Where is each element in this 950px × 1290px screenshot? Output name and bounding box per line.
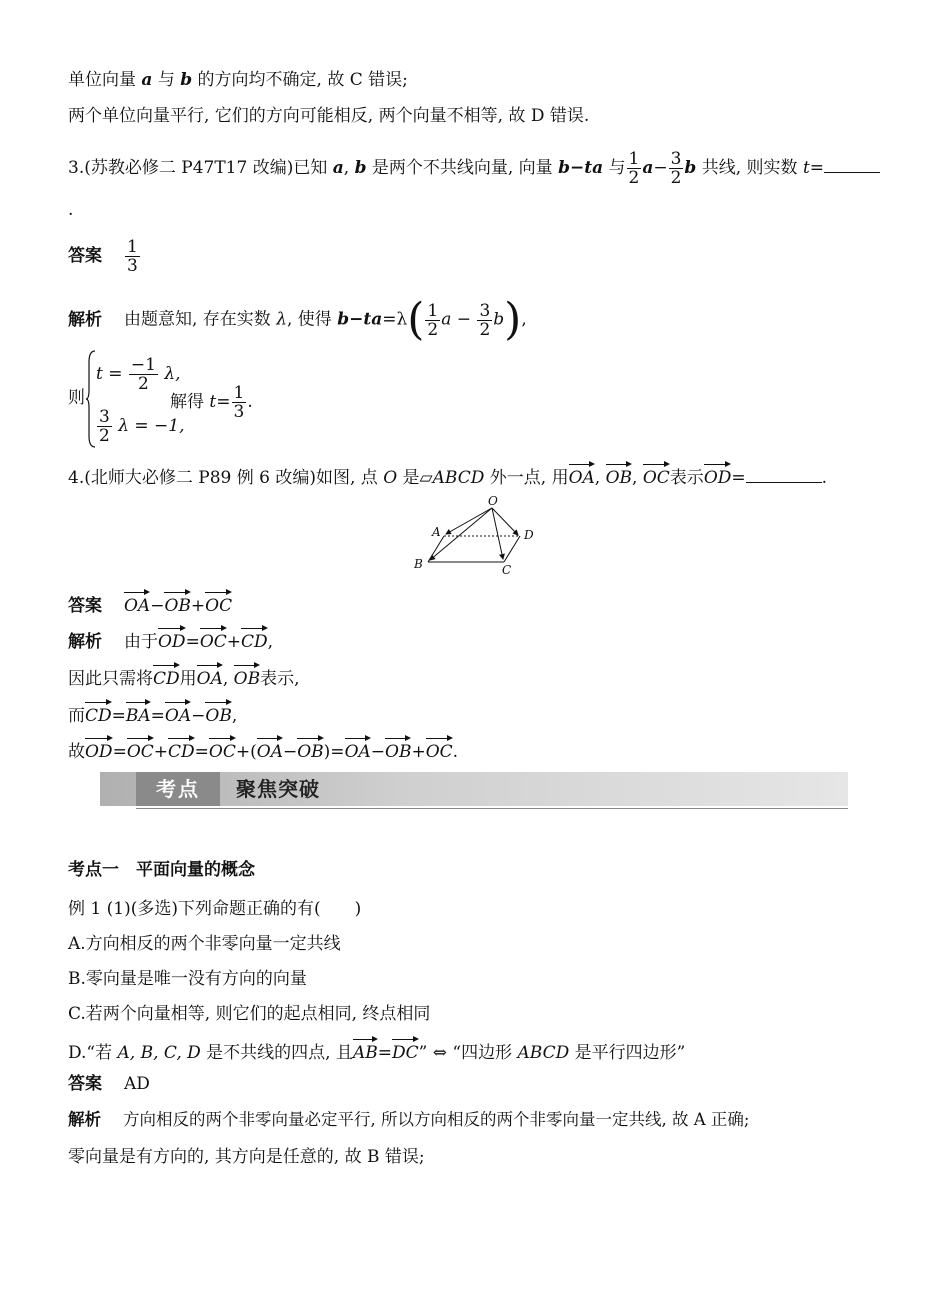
vector: CD <box>168 736 195 764</box>
text: , <box>632 468 643 488</box>
text: 3.(苏教必修二 P47T17 改编)已知 <box>68 158 333 178</box>
vector-oc <box>492 508 503 559</box>
vector: OC <box>426 736 453 764</box>
op: − <box>282 742 298 762</box>
var: ABCD <box>432 468 485 488</box>
solution-label: 解析 <box>68 632 102 652</box>
expr: b−ta <box>337 309 383 330</box>
fraction <box>477 302 492 339</box>
label-b: B <box>414 557 423 571</box>
var: b <box>684 158 697 178</box>
system-solution <box>170 384 253 421</box>
op: = <box>150 706 165 726</box>
var: ABCD <box>517 1043 570 1063</box>
solution-ex1-line-2: 零向量是有方向的, 其方向是任意的, 故 B 错误; <box>68 1147 425 1167</box>
option-a: A.方向相反的两个非零向量一定共线 <box>68 934 341 954</box>
text: 是两个不共线向量, 向量 <box>366 158 559 178</box>
label-c: C <box>502 563 512 577</box>
op: = <box>377 1043 393 1063</box>
text: λ, <box>158 364 181 384</box>
section-heading: 考点一 平面向量的概念 <box>68 860 255 880</box>
vector: OA <box>345 736 371 764</box>
answer-label: 答案 <box>68 1074 102 1094</box>
text: 与 <box>603 158 626 178</box>
numerator: 1 <box>233 383 245 403</box>
denominator: 2 <box>479 319 491 340</box>
numerator: 1 <box>427 300 439 321</box>
vector: BA <box>126 700 151 728</box>
fraction <box>669 150 684 187</box>
line-unit-vectors <box>68 68 408 92</box>
banner-underline <box>136 808 848 809</box>
option-b: B.零向量是唯一没有方向的向量 <box>68 969 307 989</box>
label-o: O <box>488 494 498 508</box>
op: − <box>191 706 206 726</box>
text: . <box>821 468 828 488</box>
brace-icon <box>86 350 96 448</box>
vector: OA <box>165 700 191 728</box>
fraction <box>125 238 140 275</box>
denominator: 2 <box>670 168 682 188</box>
denominator: 2 <box>99 426 110 446</box>
denominator: 3 <box>233 402 245 422</box>
answer-label: 答案 <box>68 596 102 616</box>
fraction <box>627 150 642 187</box>
denominator: 2 <box>138 374 149 394</box>
vector: OC <box>205 590 232 618</box>
numerator: 3 <box>99 407 110 427</box>
parallelogram-figure <box>410 494 550 578</box>
text: λ = −1, <box>112 416 185 436</box>
text: 是不共线的四点, 且 <box>200 1043 353 1063</box>
vector: OD <box>158 626 186 654</box>
banner-title: 聚焦突破 <box>236 777 320 801</box>
text: , <box>594 468 606 488</box>
op: + <box>226 632 242 652</box>
vector: OD <box>704 462 732 490</box>
text: 表示, <box>260 669 300 689</box>
solution-ex1 <box>68 1108 749 1132</box>
line-dot: . <box>68 200 74 220</box>
vector: CD <box>153 663 180 691</box>
text: D.“若 <box>68 1043 118 1063</box>
vector-oa <box>446 508 492 534</box>
denominator: 2 <box>427 319 439 340</box>
vector: CD <box>241 626 268 654</box>
label-a: A <box>432 525 441 539</box>
text: 方向相反的两个非零向量必定平行, 所以方向相反的两个非零向量一定共线, 故 A 正确; <box>123 1110 750 1129</box>
vector: OA <box>569 462 595 490</box>
left-paren: ( <box>407 294 425 345</box>
text: 由于 <box>124 632 158 652</box>
option-c: C.若两个向量相等, 则它们的起点相同, 终点相同 <box>68 1004 431 1024</box>
solution-3 <box>68 294 527 345</box>
line-parallel-vectors: 两个单位向量平行, 它们的方向可能相反, 两个向量不相等, 故 D 错误. <box>68 106 590 126</box>
text: 而 <box>68 706 85 726</box>
vector: OB <box>606 462 632 490</box>
text: , 使得 <box>287 309 338 330</box>
var: b <box>354 158 367 178</box>
text: 故 <box>68 742 85 762</box>
question-3 <box>68 150 880 187</box>
numerator: 3 <box>670 149 682 169</box>
expr: b−ta <box>558 158 604 178</box>
section-banner <box>100 772 848 812</box>
op: + <box>411 742 426 762</box>
vector: OB <box>234 663 260 691</box>
text: , <box>267 632 274 652</box>
answer-3 <box>68 238 141 275</box>
numerator: 1 <box>628 149 640 169</box>
solution-4-line-4 <box>68 736 458 764</box>
var-a: a <box>141 70 153 90</box>
fraction <box>97 408 112 445</box>
op: )= <box>323 742 345 762</box>
text: 与 <box>152 70 181 90</box>
op: = <box>112 742 127 762</box>
text: . <box>452 742 459 762</box>
vector: OB <box>164 590 190 618</box>
fraction <box>232 384 247 421</box>
label-d: D <box>524 528 534 542</box>
fraction <box>425 302 440 339</box>
op: = <box>185 632 200 652</box>
var: λ <box>276 309 287 330</box>
vector: OB <box>385 736 411 764</box>
text: 解得 <box>170 392 210 412</box>
denominator: 2 <box>628 168 640 188</box>
example-1: 例 1 (1)(多选)下列命题正确的有( ) <box>68 899 362 919</box>
vector: CD <box>85 700 112 728</box>
op: − <box>150 596 165 616</box>
text: 是平行四边形” <box>569 1043 686 1063</box>
text: 外一点, 用 <box>484 468 569 488</box>
op: − <box>451 309 477 330</box>
text: 表示 <box>669 468 704 488</box>
var: a <box>332 158 344 178</box>
solution-4-line-3 <box>68 700 237 728</box>
vector: OC <box>209 736 236 764</box>
answer-ex1 <box>68 1072 150 1096</box>
text: =λ <box>382 309 408 330</box>
op: = <box>809 158 825 178</box>
op: = <box>194 742 209 762</box>
text: ” ⇔ “四边形 <box>418 1043 518 1063</box>
text: 的方向均不确定, 故 C 错误; <box>192 70 408 90</box>
vector-od <box>492 508 518 535</box>
fraction <box>129 356 158 393</box>
op: = <box>111 706 126 726</box>
op: + <box>190 596 206 616</box>
text: 由题意知, 存在实数 <box>124 309 277 330</box>
answer-value: AD <box>124 1074 150 1094</box>
vector: OC <box>127 736 154 764</box>
vector: OA <box>197 663 223 691</box>
text: . <box>247 392 253 412</box>
vector: OD <box>85 736 113 764</box>
numerator: −1 <box>130 355 156 375</box>
answer-4 <box>68 590 232 618</box>
op: + <box>153 742 169 762</box>
system-row-1 <box>96 356 181 393</box>
text: , <box>231 706 238 726</box>
text: 是 <box>397 468 420 488</box>
numerator: 1 <box>127 237 138 257</box>
var: O <box>383 468 398 488</box>
vector: OA <box>124 590 150 618</box>
numerator: 3 <box>479 300 491 321</box>
op: − <box>370 742 386 762</box>
var: a <box>441 309 452 330</box>
text: 共线, 则实数 <box>696 158 803 178</box>
banner-key: 考点 <box>136 772 220 806</box>
var: t <box>96 364 103 384</box>
solution-label: 解析 <box>68 309 102 330</box>
option-d <box>68 1037 685 1065</box>
text: 因此只需将 <box>68 669 153 689</box>
op: = <box>102 364 128 384</box>
var-b: b <box>180 70 193 90</box>
edge-cd <box>504 536 520 562</box>
solution-label: 解析 <box>68 1110 101 1129</box>
vector: OC <box>200 626 227 654</box>
question-4 <box>68 462 827 490</box>
denominator: 3 <box>127 256 138 276</box>
text: , <box>343 158 355 178</box>
vector: OC <box>643 462 670 490</box>
op: − <box>653 158 668 178</box>
vector: AB <box>353 1037 378 1065</box>
answer-blank <box>824 172 880 173</box>
parallelogram-icon: ▱ <box>419 468 433 488</box>
var: b <box>493 309 505 330</box>
solution-4-line-2 <box>68 663 300 691</box>
text: , <box>521 309 527 330</box>
answer-label: 答案 <box>68 246 102 266</box>
vector: OA <box>257 736 283 764</box>
var: t <box>209 392 217 412</box>
text: , <box>222 669 234 689</box>
text: 用 <box>179 669 197 689</box>
edge-ab <box>428 536 444 562</box>
var: A, B, C, D <box>117 1043 201 1063</box>
vector: OB <box>297 736 323 764</box>
var: t <box>802 158 810 178</box>
text: 4.(北师大必修二 P89 例 6 改编)如图, 点 <box>68 468 384 488</box>
text: 单位向量 <box>68 70 142 90</box>
answer-blank <box>746 482 822 483</box>
vector: DC <box>392 1037 419 1065</box>
op: +( <box>235 742 257 762</box>
right-paren: ) <box>504 294 522 345</box>
ze-label: 则 <box>68 388 85 408</box>
op: = <box>216 392 231 412</box>
var: a <box>642 158 654 178</box>
op: = <box>731 468 746 488</box>
vector: OB <box>205 700 231 728</box>
solution-4-line-1 <box>68 626 273 654</box>
